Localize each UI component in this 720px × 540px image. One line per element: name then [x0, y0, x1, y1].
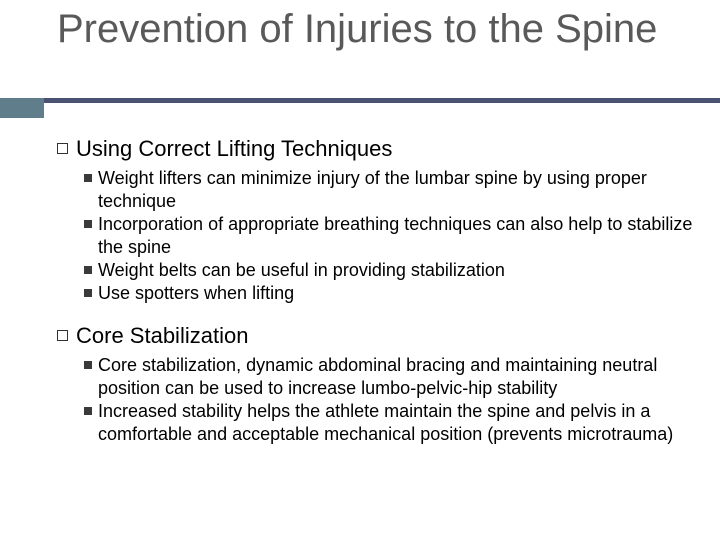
list-item: Weight belts can be useful in providing stabilization — [57, 259, 697, 282]
checkbox-bullet-icon — [57, 330, 68, 341]
section-core-stabilization — [57, 323, 697, 446]
section-heading — [57, 136, 697, 162]
section-heading-text: Core Stabilization — [76, 323, 249, 348]
section-heading — [57, 323, 697, 349]
square-bullet-icon — [84, 266, 92, 274]
list-item: Use spotters when lifting — [57, 282, 697, 305]
bullet-list — [57, 167, 697, 305]
title-underline-bar — [44, 98, 720, 103]
list-item: Increased stability helps the athlete maintain the spine and pelvis in a comfortable and acceptable mechanical position (prevents microtrauma) — [57, 400, 697, 446]
square-bullet-icon — [84, 220, 92, 228]
section-lifting-techniques — [57, 136, 697, 305]
section-heading-text: Using Correct Lifting Techniques — [76, 136, 393, 161]
checkbox-bullet-icon — [57, 143, 68, 154]
square-bullet-icon — [84, 174, 92, 182]
square-bullet-icon — [84, 289, 92, 297]
list-item: Core stabilization, dynamic abdominal bracing and maintaining neutral position can be used to increase lumbo-pelvic-hip stability — [57, 354, 697, 400]
list-item: Weight lifters can minimize injury of the lumbar spine by using proper technique — [57, 167, 697, 213]
bullet-list — [57, 354, 697, 446]
slide-title: Prevention of Injuries to the Spine — [57, 7, 658, 51]
title-underline — [44, 98, 720, 118]
square-bullet-icon — [84, 361, 92, 369]
list-item: Incorporation of appropriate breathing techniques can also help to stabilize the spine — [57, 213, 697, 259]
square-bullet-icon — [84, 407, 92, 415]
title-accent-block — [0, 98, 44, 118]
